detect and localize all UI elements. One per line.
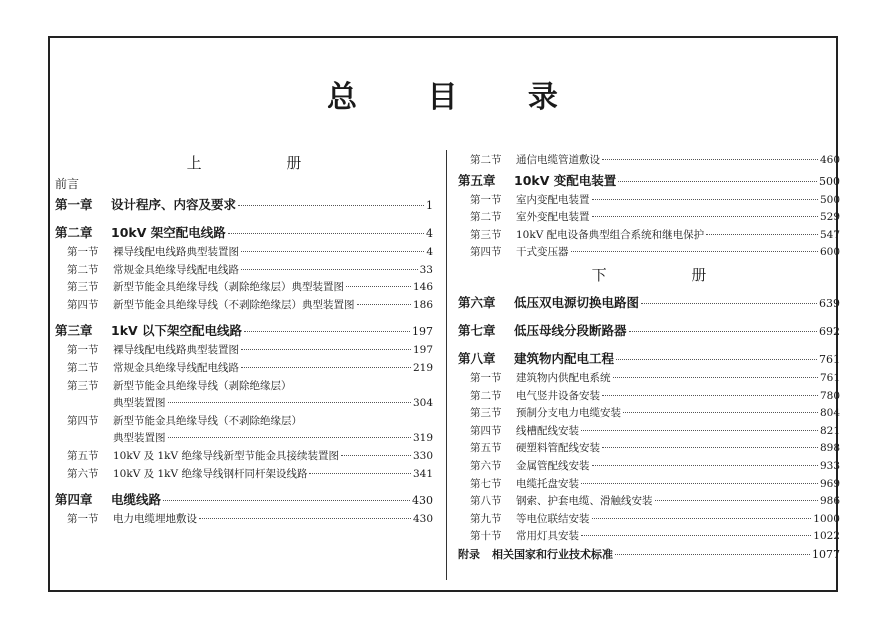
- right-chapter-list-b: [458, 286, 840, 546]
- chapter-number: 第四章: [55, 492, 93, 508]
- section-number: 第二节: [67, 361, 99, 374]
- section-number: 第十节: [470, 530, 502, 543]
- toc-left-column: [55, 152, 433, 529]
- section-title: 典型装置图: [113, 397, 166, 410]
- section-page: 146: [412, 281, 433, 294]
- section-title: 10kV 及 1kV 绝缘导线新型节能金具接续装置图: [113, 449, 339, 462]
- leader-dots: [168, 437, 411, 438]
- chapter-entry[interactable]: [458, 292, 840, 314]
- leader-dots: [623, 412, 818, 413]
- leader-dots: [241, 269, 418, 270]
- section-entry[interactable]: [458, 152, 840, 170]
- section-entry[interactable]: [55, 360, 433, 378]
- section-page: 319: [412, 432, 433, 445]
- volume-heading-lower: 下 册: [591, 265, 747, 284]
- section-number: 第五节: [67, 449, 99, 462]
- section-title: 常规金具绝缘导线配电线路: [113, 361, 239, 374]
- leader-dots: [655, 500, 818, 501]
- section-title: 室内变配电装置: [516, 193, 590, 206]
- section-number: 第六节: [470, 459, 502, 472]
- section-title: 10kV 及 1kV 绝缘导线钢杆同杆架设线路: [113, 467, 308, 480]
- leader-dots: [581, 430, 818, 431]
- chapter-page: 4: [426, 227, 433, 240]
- section-page: 33: [419, 263, 433, 276]
- chapter-entry[interactable]: [55, 320, 433, 342]
- section-entry[interactable]: [458, 244, 840, 262]
- section-entry[interactable]: [458, 528, 840, 546]
- section-number: 第三节: [470, 407, 502, 420]
- section-title: 钢索、护套电缆、滑触线安装: [516, 495, 653, 508]
- chapter-page: 430: [412, 494, 433, 508]
- leader-dots: [571, 251, 818, 252]
- chapter-page: 197: [412, 325, 433, 339]
- section-page: 821: [819, 424, 840, 437]
- section-entry[interactable]: [55, 378, 433, 396]
- section-number: 第六节: [67, 467, 99, 480]
- section-page: 500: [819, 193, 840, 206]
- section-entry[interactable]: [55, 511, 433, 529]
- section-number: 第四节: [67, 414, 99, 427]
- section-title: 金属管配线安装: [516, 459, 590, 472]
- section-number: 第四节: [67, 298, 99, 311]
- chapter-page: 761: [819, 352, 840, 366]
- leader-dots: [168, 402, 411, 403]
- chapter-number: 第八章: [458, 350, 496, 366]
- chapter-title: 10kV 变配电装置: [514, 172, 617, 188]
- leader-dots: [581, 483, 818, 484]
- section-number: 第八节: [470, 495, 502, 508]
- chapter-title: 建筑物内配电工程: [514, 350, 615, 366]
- leader-dots: [228, 233, 424, 234]
- column-divider: [446, 150, 447, 580]
- section-number: 第二节: [470, 154, 502, 166]
- chapter-entry[interactable]: [458, 320, 840, 342]
- section-entry[interactable]: [458, 209, 840, 227]
- chapter-page: 1: [426, 199, 433, 212]
- section-entry[interactable]: [55, 279, 433, 297]
- section-entry[interactable]: [458, 511, 840, 529]
- chapter-title: 低压母线分段断路器: [514, 322, 627, 338]
- leader-dots: [241, 251, 424, 252]
- section-number: 第一节: [470, 193, 502, 206]
- leader-dots: [357, 304, 411, 305]
- section-title: 预制分支电力电缆安装: [516, 407, 621, 420]
- section-title: 电力电缆埋地敷设: [113, 513, 197, 526]
- section-number: 第七节: [470, 477, 502, 490]
- appendix-label: 附录: [458, 547, 480, 561]
- leader-dots: [616, 359, 817, 360]
- section-page: 600: [819, 246, 840, 259]
- chapter-title: 10kV 架空配电线路: [111, 225, 226, 240]
- chapter-title: 低压双电源切换电路图: [514, 294, 640, 310]
- section-title: 新型节能金具绝缘导线（剥除绝缘层）典型装置图: [113, 281, 344, 294]
- appendix-title: 相关国家和行业技术标准: [492, 547, 613, 561]
- appendix-page: 1077: [812, 547, 840, 561]
- section-entry[interactable]: [55, 342, 433, 360]
- appendix-entry[interactable]: [458, 546, 840, 564]
- chapter-number: 第六章: [458, 294, 496, 310]
- leader-dots: [346, 286, 411, 287]
- section-entry[interactable]: [458, 388, 840, 406]
- leader-dots: [199, 518, 411, 519]
- section-title: 通信电缆管道敷设: [516, 154, 600, 166]
- section-page: 933: [819, 459, 840, 472]
- section-page: 304: [412, 397, 433, 410]
- section-title: 新型节能金具绝缘导线（不剥除绝缘层）典型装置图: [113, 298, 355, 311]
- leader-dots: [602, 395, 818, 396]
- chapter-title: 设计程序、内容及要求: [111, 197, 237, 212]
- section-entry[interactable]: [458, 405, 840, 423]
- section-page: 219: [412, 361, 433, 374]
- chapter-page: 692: [819, 324, 840, 338]
- chapter-entry[interactable]: [458, 170, 840, 192]
- section-entry[interactable]: [458, 370, 840, 388]
- section-number: 第二节: [67, 263, 99, 276]
- section-entry[interactable]: [55, 466, 433, 484]
- section-page: 1022: [813, 530, 840, 543]
- chapter-number: 第三章: [55, 323, 93, 339]
- preface-entry[interactable]: 前言: [55, 177, 80, 191]
- chapter-page: 639: [819, 296, 840, 310]
- section-entry[interactable]: [458, 476, 840, 494]
- section-number: 第二节: [470, 211, 502, 224]
- chapter-entry[interactable]: [55, 194, 433, 216]
- section-title: 电缆托盘安装: [516, 477, 579, 490]
- leader-dots: [163, 500, 410, 501]
- section-number: 第四节: [470, 424, 502, 437]
- section-entry[interactable]: [458, 458, 840, 476]
- section-entry[interactable]: [55, 395, 433, 413]
- leader-dots: [592, 518, 812, 519]
- chapter-entry[interactable]: [458, 348, 840, 370]
- section-page: 197: [412, 344, 433, 357]
- section-title: 裸导线配电线路典型装置图: [113, 344, 239, 357]
- chapter-title: 电缆线路: [111, 492, 162, 508]
- leader-dots: [238, 205, 424, 206]
- section-title: 电气竖井设备安装: [516, 389, 600, 402]
- section-number: 第一节: [67, 246, 99, 258]
- section-page: 969: [819, 477, 840, 490]
- volume-heading-upper: 上 册: [186, 154, 342, 172]
- left-chapter-list: [55, 194, 433, 529]
- section-entry[interactable]: [55, 262, 433, 280]
- section-page: 547: [819, 228, 840, 241]
- leader-dots: [241, 349, 411, 350]
- section-title: 10kV 配电设备典型组合系统和继电保护: [516, 228, 705, 241]
- leader-dots: [618, 181, 817, 182]
- section-entry[interactable]: [55, 244, 433, 262]
- section-number: 第三节: [470, 228, 502, 241]
- leader-dots: [602, 447, 818, 448]
- leader-dots: [244, 331, 410, 332]
- leader-dots: [341, 455, 411, 456]
- section-number: 第一节: [67, 513, 99, 526]
- leader-dots: [241, 367, 411, 368]
- chapter-number: 第五章: [458, 172, 496, 188]
- right-chapter-list-a: [458, 170, 840, 262]
- section-number: 第三节: [67, 379, 99, 392]
- leader-dots: [581, 535, 811, 536]
- section-number: 第二节: [470, 389, 502, 402]
- section-page: 780: [819, 389, 840, 402]
- chapter-entry[interactable]: [55, 489, 433, 511]
- section-number: 第五节: [470, 442, 502, 455]
- section-entry[interactable]: [55, 448, 433, 466]
- leader-dots: [309, 473, 411, 474]
- section-page: 330: [412, 449, 433, 462]
- section-title: 新型节能金具绝缘导线（不剥除绝缘层）: [113, 414, 302, 427]
- section-page: 4: [426, 246, 433, 258]
- section-page: 341: [412, 467, 433, 480]
- section-entry[interactable]: [55, 413, 433, 431]
- section-page: 1000: [813, 512, 840, 525]
- section-page: 430: [412, 513, 433, 526]
- right-lead-sections: [458, 152, 840, 170]
- section-title: 干式变压器: [516, 246, 569, 259]
- leader-dots: [592, 199, 818, 200]
- leader-dots: [602, 159, 818, 160]
- page-title: 总 目 录: [327, 80, 588, 115]
- chapter-entry[interactable]: [55, 222, 433, 244]
- section-title: 室外变配电装置: [516, 211, 590, 224]
- section-entry[interactable]: [458, 493, 840, 511]
- section-page: 986: [819, 495, 840, 508]
- section-page: 761: [819, 371, 840, 384]
- section-title: 常用灯具安装: [516, 530, 579, 543]
- section-page: 529: [819, 211, 840, 224]
- section-number: 第一节: [67, 344, 99, 357]
- section-title: 硬塑料管配线安装: [516, 442, 600, 455]
- leader-dots: [592, 465, 818, 466]
- section-title: 建筑物内供配电系统: [516, 371, 611, 384]
- leader-dots: [592, 216, 818, 217]
- section-entry[interactable]: [458, 227, 840, 245]
- section-number: 第九节: [470, 512, 502, 525]
- section-entry[interactable]: [55, 430, 433, 448]
- chapter-page: 500: [819, 174, 840, 188]
- leader-dots: [615, 554, 810, 555]
- leader-dots: [641, 303, 817, 304]
- section-title: 典型装置图: [113, 432, 166, 445]
- section-page: 898: [819, 442, 840, 455]
- section-number: 第三节: [67, 281, 99, 294]
- toc-right-column: [458, 152, 840, 564]
- leader-dots: [613, 377, 818, 378]
- section-title: 新型节能金具绝缘导线（剥除绝缘层）: [113, 379, 292, 392]
- section-entry[interactable]: [458, 192, 840, 210]
- section-number: 第一节: [470, 371, 502, 384]
- section-entry[interactable]: [458, 423, 840, 441]
- leader-dots: [629, 331, 817, 332]
- section-title: 常规金具绝缘导线配电线路: [113, 263, 239, 276]
- section-title: 线槽配线安装: [516, 424, 579, 437]
- chapter-number: 第二章: [55, 225, 93, 240]
- section-title: 等电位联结安装: [516, 512, 590, 525]
- section-number: 第四节: [470, 246, 502, 259]
- section-page: 186: [412, 298, 433, 311]
- section-entry[interactable]: [55, 297, 433, 315]
- chapter-title: 1kV 以下架空配电线路: [111, 323, 243, 339]
- leader-dots: [706, 234, 818, 235]
- chapter-number: 第七章: [458, 322, 496, 338]
- chapter-number: 第一章: [55, 197, 93, 212]
- section-title: 裸导线配电线路典型装置图: [113, 246, 239, 258]
- section-page: 460: [819, 154, 840, 166]
- section-entry[interactable]: [458, 440, 840, 458]
- section-page: 804: [819, 407, 840, 420]
